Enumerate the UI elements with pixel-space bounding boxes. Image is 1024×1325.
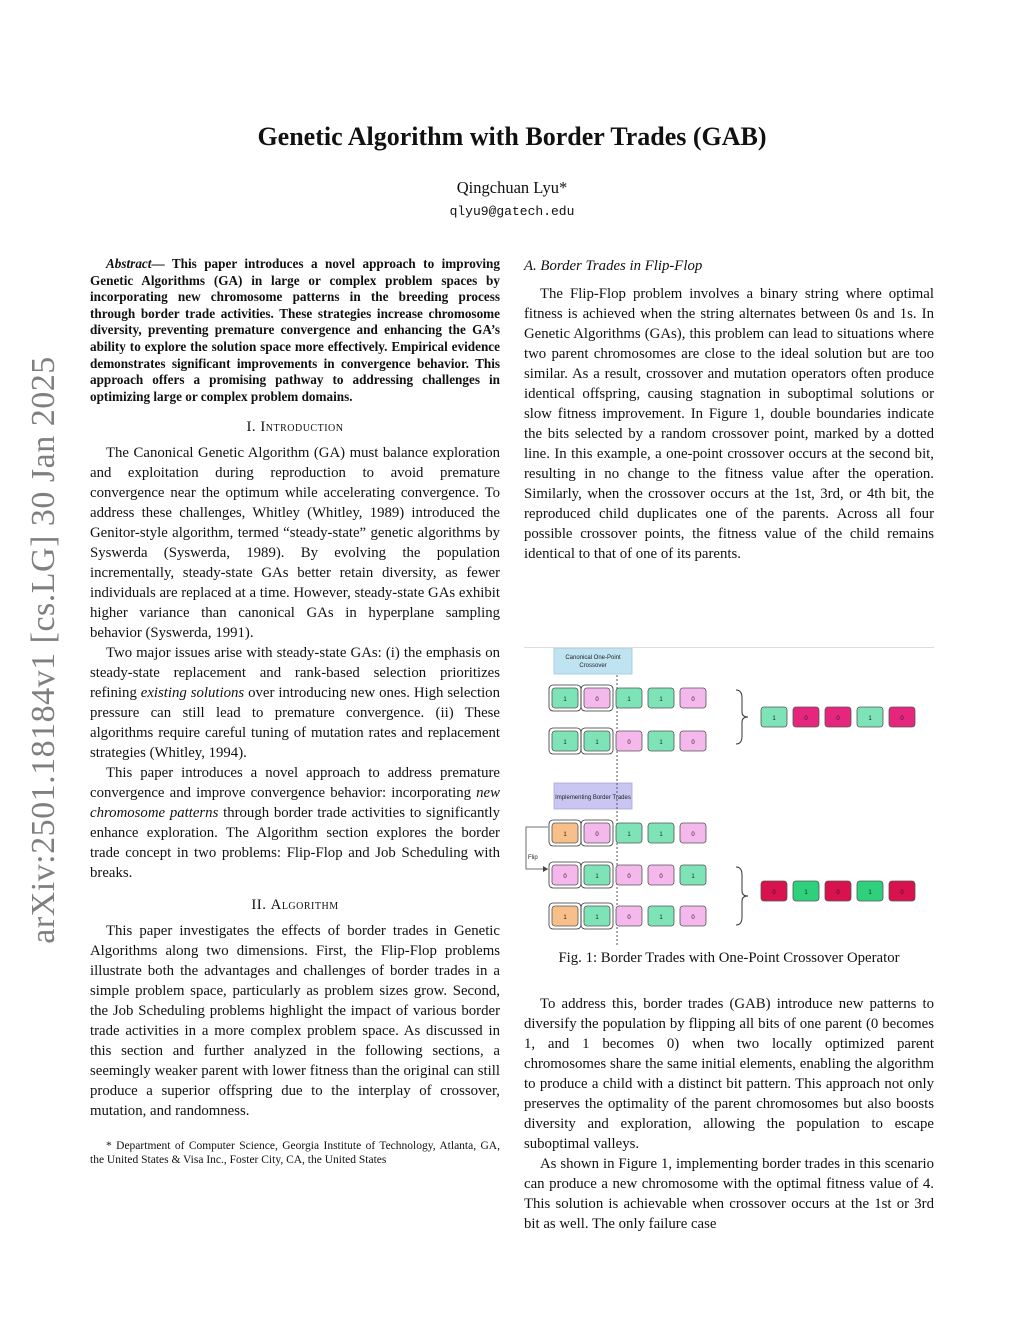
flip-label: Flip xyxy=(528,855,538,861)
border-brace xyxy=(736,867,748,925)
flipflop-paragraph-2: To address this, border trades (GAB) introduce new patterns to diversify the population by flipping all bits of one parent (0 becomes 1, and 1 becomes 0) when two locally optimized parent chromosomes share the same initial elements, enabling the algorithm to produce a child with a distinct bit pattern. This approach not only preserves the optimality of the parent chromosomes but also boosts diversity and exploration, allowing the population to escape suboptimal valleys. xyxy=(524,996,934,1152)
border-parent2-bit-1: 1 xyxy=(595,915,599,921)
abstract-text: — This paper introduces a novel approach to improving Genetic Algorithms (GA) in large or complex problem spaces by incorporating new chromosome patterns in the breeding process through border trade activities. These strategies increase chromosome diversity, preventing premature convergence and enhancing the GA’s ability to explore the solution space more effectively. Empirical evidence demonstrates significant improvements in convergence behavior. This approach offers a promising pathway to addressing challenges in optimizing large or complex problem domains. xyxy=(90,256,500,404)
crossover-diagram xyxy=(524,645,934,950)
intro-paragraph-3: This paper introduces a novel approach to address premature convergence and improve convergence behavior: incorporating new chromosome patterns through border trade activities to significantly enhance exploration. The Algorithm section explores the border trade concept in two problems: Flip-Flop and Job Scheduling with breaks. xyxy=(90,765,500,882)
flipflop-paragraph-1: The Flip-Flop problem involves a binary string where optimal fitness is achieved when the string alternates between 0s and 1s. In Genetic Algorithms (GAs), this problem can lead to situations where two parent chromosomes are close to the ideal solution but are too similar. As a result, crossover and mutation operators often produce identical offspring, causing stagnation in suboptimal solutions or slow fitness improvement. In Figure 1, double boundaries indicate the bits selected by a random crossover point, marked by a dotted line. In this example, a one-point crossover occurs at the second bit, resulting in no change to the fitness value after the operation. Similarly, when the crossover occurs at the 1st, 3rd, or 4th bit, the reproduced child duplicates one of the parents. Across all four possible crossover points, the fitness value of the child remains identical to that of one of its parents. xyxy=(524,286,934,562)
flipflop-paragraph-3: As shown in Figure 1, implementing border trades in this scenario can produce a new chromosome with the optimal fitness value of 4. This solution is achievable when crossover occurs at the 1st or 3rd bit as well. The only failure case xyxy=(524,1156,934,1232)
intro-heading: I. Introduction xyxy=(246,419,344,436)
border-parent2-bit-0: 1 xyxy=(563,915,567,921)
border-label: Implementing Border Trades xyxy=(555,795,631,801)
intro-paragraph-2: Two major issues arise with steady-state GAs: (i) the emphasis on steady-state replacement and rank-based selection prioritizes refining existing solutions over introducing new ones. High selection pressure can still lead to premature convergence. (ii) These algorithms require careful tuning of mutation rates and replacement strategies (Whitley, 1994). xyxy=(90,645,500,762)
border-flipped-bit-2: 0 xyxy=(627,874,631,880)
canonical-parent1-bit-3: 1 xyxy=(659,697,663,703)
border-child-bit-4: 0 xyxy=(900,890,904,896)
arxiv-id: arXiv:2501.18184v1 [cs.LG] 30 Jan 2025 xyxy=(25,356,62,944)
border-parent2-bit-4: 0 xyxy=(691,915,695,921)
canonical-label-box xyxy=(554,648,632,674)
border-flipped-bit-1: 1 xyxy=(595,874,599,880)
canonical-label-line2: Crossover xyxy=(579,663,607,669)
author-name: Qingchuan Lyu* xyxy=(456,178,568,197)
canonical-parent1-bit-4: 0 xyxy=(691,697,695,703)
author-email: qlyu9@gatech.edu xyxy=(449,204,575,219)
border-parent1-bit-1: 0 xyxy=(595,832,599,838)
canonical-parent2-bit-3: 1 xyxy=(659,740,663,746)
canonical-child-bit-3: 1 xyxy=(868,716,872,722)
footnote: * Department of Computer Science, Georgia Institute of Technology, Atlanta, GA, the United States & Visa Inc., Foster City, CA, the United States xyxy=(90,1140,500,1167)
arxiv-sidebar xyxy=(22,350,66,950)
abstract-label: Abstract xyxy=(106,256,152,271)
flip-arrowhead xyxy=(543,866,548,872)
canonical-child-bit-2: 0 xyxy=(836,716,840,722)
flip-arrow xyxy=(526,827,548,869)
canonical-parent2-bit-0: 1 xyxy=(563,740,567,746)
border-parent2-bit-2: 0 xyxy=(627,915,631,921)
figure-top-rule xyxy=(524,647,934,648)
border-flipped-bit-4: 1 xyxy=(691,874,695,880)
canonical-label-line1: Canonical One-Point xyxy=(565,655,621,661)
border-flipped-bit-0: 0 xyxy=(563,874,567,880)
border-parent1-bit-0: 1 xyxy=(563,832,567,838)
canonical-child-bit-0: 1 xyxy=(772,716,776,722)
subsection-heading: A. Border Trades in Flip-Flop xyxy=(524,258,703,274)
abstract xyxy=(90,256,500,405)
border-child-bit-1: 1 xyxy=(804,890,808,896)
figure-1 xyxy=(524,645,934,950)
paper-title: Genetic Algorithm with Border Trades (GAB) xyxy=(257,122,767,151)
border-child-bit-0: 0 xyxy=(772,890,776,896)
canonical-brace xyxy=(736,690,748,744)
algorithm-heading: II. Algorithm xyxy=(251,897,339,914)
intro-paragraph-1: The Canonical Genetic Algorithm (GA) must balance exploration and exploitation during reproduction to avoid premature convergence near the optimum while accelerating convergence. To address these challenges, Whitley (Whitley, 1989) introduced the Genitor-style algorithm, termed “steady-state” genetic algorithms by Syswerda (Syswerda, 1989). By evolving the population incrementally, steady-state GAs better retain diversity, as fewer individuals are replaced at a time. However, steady-state GAs exhibit higher variance than canonical GAs in hyperplane sampling behavior (Syswerda, 1991). xyxy=(90,445,500,642)
algorithm-paragraph-1: This paper investigates the effects of border trades in Genetic Algorithms along two dimensions. First, the Flip-Flop problems illustrate both the advantages and challenges of border trades in a simple problem space, particularly as problem sizes grow. Second, the Job Scheduling problems highlight the impact of various border trade activities in a more complex problem space. As discussed in this section and further analyzed in the following sections, a seemingly weaker parent with lower fitness than the original can still produce a superior offspring due to the interplay of crossover, mutation, and randomness. xyxy=(90,923,500,1120)
border-parent1-bit-3: 1 xyxy=(659,832,663,838)
right-column-top xyxy=(524,256,934,564)
border-child-bit-3: 1 xyxy=(868,890,872,896)
canonical-parent2-bit-2: 0 xyxy=(627,740,631,746)
canonical-parent1-bit-2: 1 xyxy=(627,697,631,703)
right-column-bottom xyxy=(524,994,934,1234)
canonical-child-bit-1: 0 xyxy=(804,716,808,722)
border-flipped-bit-3: 0 xyxy=(659,874,663,880)
border-parent2-bit-3: 1 xyxy=(659,915,663,921)
canonical-parent2-bit-4: 0 xyxy=(691,740,695,746)
figure-caption: Fig. 1: Border Trades with One-Point Crossover Operator xyxy=(558,950,900,966)
canonical-child-bit-4: 0 xyxy=(900,716,904,722)
border-child-bit-2: 0 xyxy=(836,890,840,896)
border-parent1-bit-4: 0 xyxy=(691,832,695,838)
border-parent1-bit-2: 1 xyxy=(627,832,631,838)
canonical-parent1-bit-0: 1 xyxy=(563,697,567,703)
canonical-parent2-bit-1: 1 xyxy=(595,740,599,746)
left-column xyxy=(90,256,500,1167)
canonical-parent1-bit-1: 0 xyxy=(595,697,599,703)
